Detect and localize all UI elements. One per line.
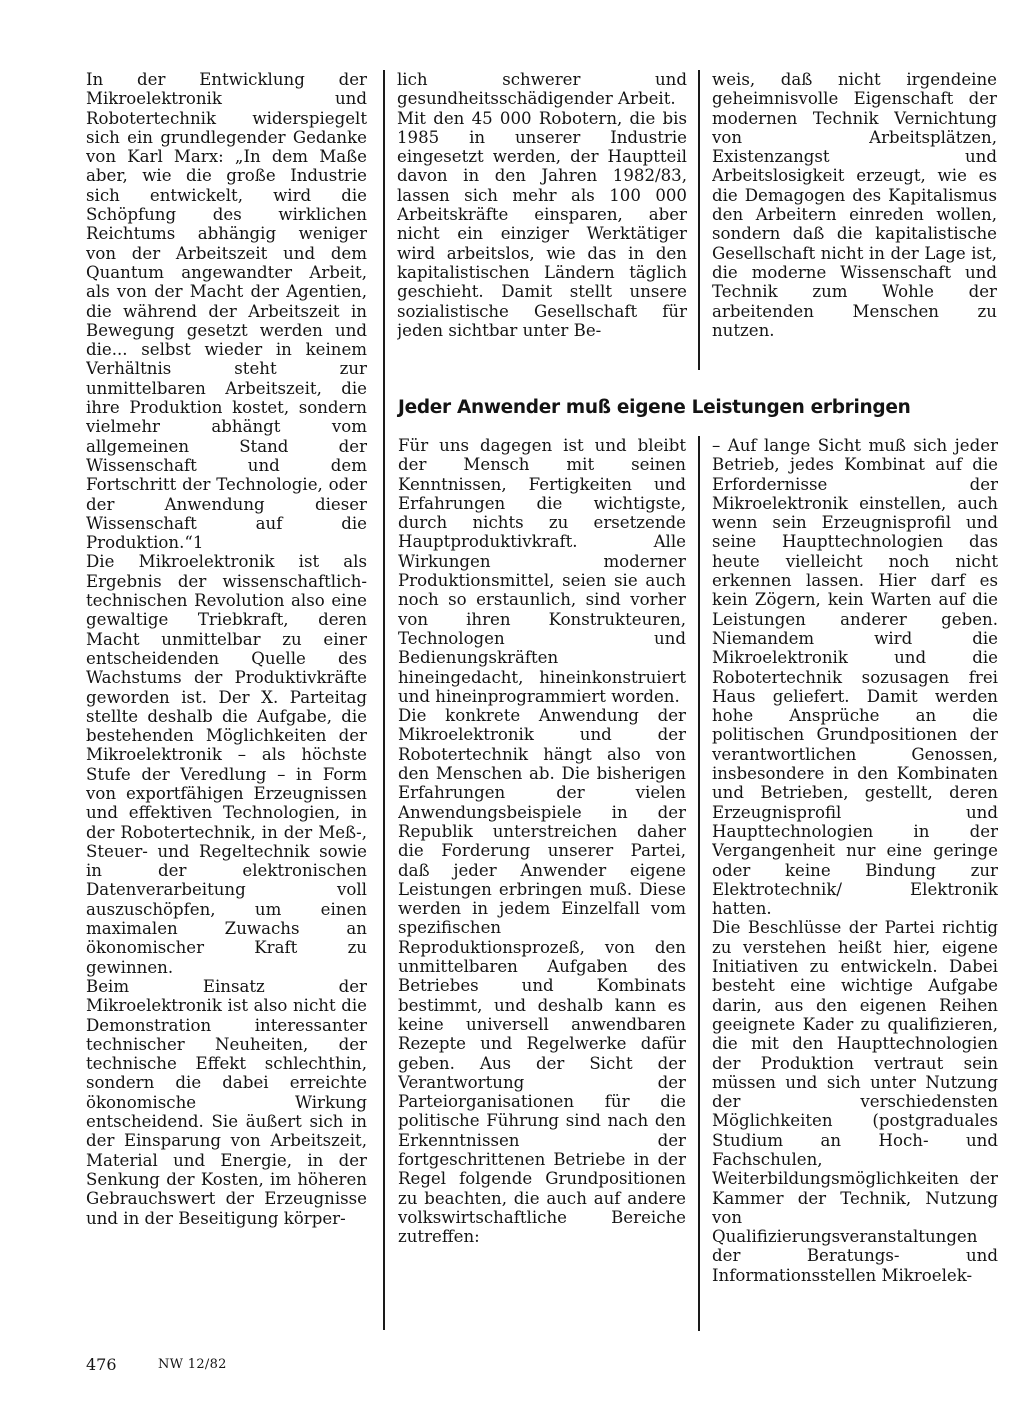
column-rule xyxy=(383,70,385,1330)
paragraph: In der Entwicklung der Mikroelektronik und Robotertechnik widerspiegelt sich ein grundlegender Gedanke von Karl Marx: „In dem Maße aber, wie die große Industrie sich entwickelt, wird die Schöpfung des wirklichen Reichtums abhängig weniger von der Arbeitszeit und dem Quantum angewandter Arbeit, als von der Macht der Agentien, die während der Arbeitszeit in Bewegung gesetzt werden und die... selbst wieder in keinem Verhältnis steht zur unmittelbaren Arbeitszeit, die ihre Produktion kostet, sondern vielmehr abhängt vom allgemeinen Stand der Wissenschaft und dem Fortschritt der Technologie, oder der Anwendung dieser Wissenschaft auf die Produktion.“1 xyxy=(86,70,367,553)
paragraph: lich schwerer und gesundheitsschädigender Arbeit. xyxy=(397,70,687,109)
paragraph: Für uns dagegen ist und bleibt der Mensch mit seinen Kenntnissen, Fertigkeiten und Erfahrungen die wichtigste, durch nichts zu ersetzende Hauptproduktivkraft. Alle Wirkungen moderner Produktionsmittel, seien sie auch noch so erstaunlich, sind vorher von ihren Konstrukteuren, Technologen und Bedienungskräften hineingedacht, hineinkonstruiert und hineinprogrammiert worden. xyxy=(398,436,686,706)
issue-label: NW 12/82 xyxy=(158,1357,227,1372)
page-number: 476 xyxy=(86,1355,117,1374)
column-1 xyxy=(86,70,367,1330)
column-4 xyxy=(398,436,686,1331)
paragraph: Beim Einsatz der Mikroelektronik ist also nicht die Demonstration interessanter technischer Neuheiten, der technische Effekt schlechthin, sondern die dabei erreichte ökonomische Wirkung entscheidend. Sie äußert sich in der Einsparung von Arbeitszeit, Material und Energie, in der Senkung der Kosten, im höheren Gebrauchswert der Erzeugnisse und in der Beseitigung körper- xyxy=(86,976,367,1228)
column-3 xyxy=(712,70,997,370)
column-5 xyxy=(712,436,998,1331)
paragraph: Mit den 45 000 Robotern, die bis 1985 in unserer Industrie eingesetzt werden, der Hauptteil davon in den Jahren 1982/83, lassen sich mehr als 100 000 Arbeitskräfte einsparen, aber nicht ein einziger Werktätiger wird arbeitslos, wie das in den kapitalistischen Ländern täglich geschieht. Damit stellt unsere sozialistische Gesellschaft für jeden sichtbar unter Be- xyxy=(397,108,687,340)
paragraph: weis, daß nicht irgendeine geheimnisvolle Eigenschaft der modernen Technik Vernichtung von Arbeitsplätzen, Existenzangst und Arbeitslosigkeit erzeugt, wie es die Demagogen des Kapitalismus den Arbeitern einreden wollen, sondern daß die kapitalistische Gesellschaft nicht in der Lage ist, die moderne Wissenschaft und Technik zum Wohle der arbeitenden Menschen zu nutzen. xyxy=(712,70,997,340)
section-heading: Jeder Anwender muß eigene Leistungen erbringen xyxy=(398,397,911,418)
paragraph: Die konkrete Anwendung der Mikroelektronik und der Robotertechnik hängt also von den Menschen ab. Die bisherigen Erfahrungen der vielen Anwendungsbeispiele in der Republik unterstreichen daher die Forderung unserer Partei, daß jeder Anwender eigene Leistungen erbringen muß. Diese werden in jedem Einzelfall vom spezifischen Reproduktionsprozeß, von den unmittelbaren Aufgaben des Betriebes und Kombinats bestimmt, und deshalb kann es keine universell anwendbaren Rezepte und Regelwerke dafür geben. Aus der Sicht der Verantwortung der Parteiorganisationen für die politische Führung sind nach den Erkenntnissen der fortgeschrittenen Betriebe in der Regel folgende Grundpositionen zu beachten, die auch auf andere volkswirtschaftliche Bereiche zutreffen: xyxy=(398,706,686,1247)
column-2 xyxy=(397,70,687,370)
column-rule xyxy=(698,436,700,1331)
paragraph: Die Beschlüsse der Partei richtig zu verstehen heißt hier, eigene Initiativen zu entwickeln. Dabei besteht eine wichtige Aufgabe darin, aus den eigenen Reihen geeignete Kader zu qualifizieren, die mit den Haupttechnologien der Produktion vertraut sein müssen und sich unter Nutzung der verschiedensten Möglichkeiten (postgraduales Studium an Hoch- und Fachschulen, Weiterbildungsmöglichkeiten der Kammer der Technik, Nutzung von Qualifizierungsveranstaltungen der Beratungs- und Informationsstellen Mikroelek- xyxy=(712,918,998,1285)
paragraph: – Auf lange Sicht muß sich jeder Betrieb, jedes Kombinat auf die Erfordernisse der Mikroelektronik einstellen, auch wenn sein Erzeugnisprofil und seine Haupttechnologien das heute vielleicht noch nicht erkennen lassen. Hier darf es kein Zögern, kein Warten auf die Leistungen anderer geben. Niemandem wird die Mikroelektronik und die Robotertechnik sozusagen frei Haus geliefert. Damit werden hohe Ansprüche an die politischen Grundpositionen der verantwortlichen Genossen, insbesondere in den Kombinaten und Betrieben, gestellt, deren Erzeugnisprofil und Haupttechnologien in der Vergangenheit nur eine geringe oder keine Bindung zur Elektrotechnik/ Elektronik hatten. xyxy=(712,436,998,919)
column-rule xyxy=(698,70,700,370)
paragraph: Die Mikroelektronik ist als Ergebnis der wissenschaftlich-technischen Revolution also eine gewaltige Triebkraft, deren Macht unmittelbar zu einer entscheidenden Quelle des Wachstums der Produktivkräfte geworden ist. Der X. Parteitag stellte deshalb die Aufgabe, die bestehenden Möglichkeiten der Mikroelektronik – als höchste Stufe der Veredlung – in Form von exportfähigen Erzeugnissen und effektiven Technologien, in der Robotertechnik, in der Meß-, Steuer- und Regeltechnik sowie in der elektronischen Datenverarbeitung voll auszuschöpfen, um einen maximalen Zuwachs an ökonomischer Kraft zu gewinnen. xyxy=(86,552,367,977)
